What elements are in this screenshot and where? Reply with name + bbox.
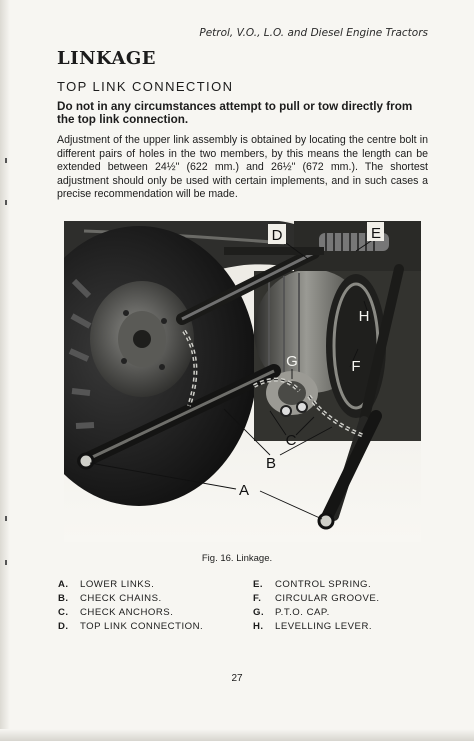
callout-G: G bbox=[286, 353, 298, 370]
check-anchor bbox=[297, 402, 307, 412]
legend-key: C. bbox=[58, 607, 69, 618]
legend-item bbox=[253, 621, 372, 632]
legend-item bbox=[58, 607, 173, 618]
margin-mark bbox=[5, 200, 7, 205]
legend-text: P.T.O. CAP. bbox=[275, 607, 330, 618]
legend-key: F. bbox=[253, 593, 262, 604]
body-paragraph: Adjustment of the upper link assembly is obtained by locating the centre bolt in different pairs of holes in the two members, by this means the length can be extended between 24½" (622 mm.) and 26½" (672 mm.). The shortest adjustment should only be used with certain implements, and in such cases a precise recommendation will be made. bbox=[57, 134, 428, 201]
legend-key: E. bbox=[253, 579, 264, 590]
legend-item bbox=[58, 621, 203, 632]
callout-A: A bbox=[238, 482, 250, 499]
legend-key: G. bbox=[253, 607, 265, 618]
legend-key: H. bbox=[253, 621, 264, 632]
page-number: 27 bbox=[231, 673, 243, 684]
legend-key: D. bbox=[58, 621, 69, 632]
legend-item bbox=[58, 579, 154, 590]
section-title: LINKAGE bbox=[57, 48, 157, 69]
figure-caption: Fig. 16. Linkage. bbox=[201, 553, 273, 564]
page-left-shadow bbox=[0, 0, 10, 741]
legend-key: B. bbox=[58, 593, 69, 604]
linkage-photo bbox=[64, 221, 421, 542]
callout-D: D bbox=[271, 227, 283, 244]
check-anchor bbox=[281, 406, 291, 416]
margin-mark bbox=[5, 516, 7, 521]
legend-text: TOP LINK CONNECTION. bbox=[80, 621, 204, 632]
legend-item bbox=[253, 607, 330, 618]
callout-C: C bbox=[285, 432, 297, 449]
page-bottom-shadow bbox=[0, 729, 474, 741]
warning-text: Do not in any circumstances attempt to pull or tow directly from the top link connection. bbox=[57, 100, 413, 126]
legend-text: CIRCULAR GROOVE. bbox=[275, 593, 380, 604]
legend-text: LEVELLING LEVER. bbox=[275, 621, 373, 632]
subsection-title: TOP LINK CONNECTION bbox=[57, 79, 234, 94]
running-head: Petrol, V.O., L.O. and Diesel Engine Tractors bbox=[199, 27, 428, 39]
legend-item bbox=[253, 579, 371, 590]
legend-key: A. bbox=[58, 579, 69, 590]
legend-text: LOWER LINKS. bbox=[80, 579, 155, 590]
callout-F: F bbox=[351, 358, 361, 375]
legend-item bbox=[253, 593, 380, 604]
callout-H: H bbox=[358, 308, 370, 325]
legend-item bbox=[58, 593, 162, 604]
callout-B: B bbox=[265, 455, 277, 472]
legend-text: CONTROL SPRING. bbox=[275, 579, 372, 590]
legend-text: CHECK CHAINS. bbox=[80, 593, 162, 604]
legend-text: CHECK ANCHORS. bbox=[80, 607, 174, 618]
margin-mark bbox=[5, 158, 7, 163]
callout-E: E bbox=[370, 225, 382, 242]
linkage-illustration bbox=[64, 221, 421, 542]
